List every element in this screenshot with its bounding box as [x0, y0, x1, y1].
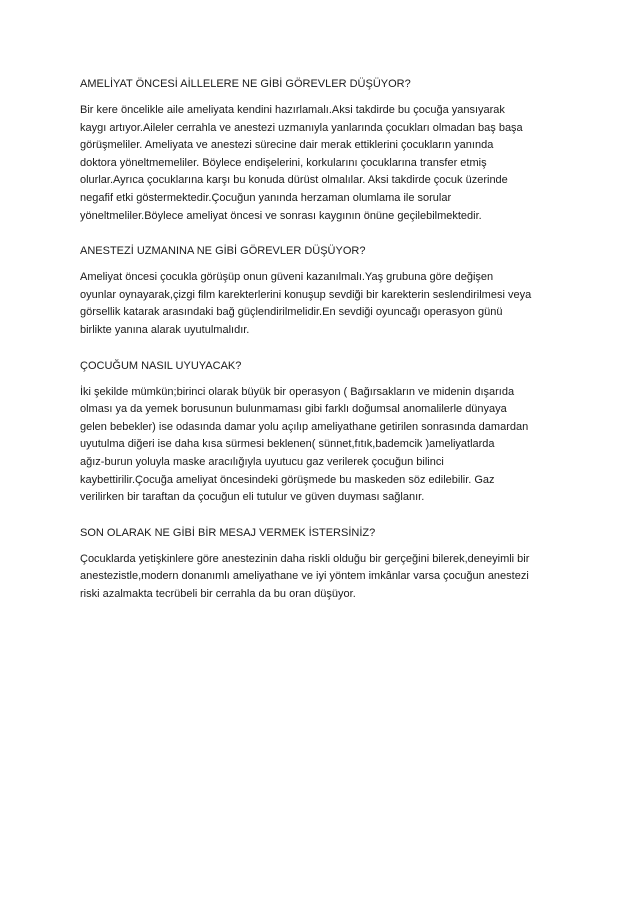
section-paragraph [80, 102, 570, 225]
text-line: görüşmeliler. Ameliyata ve anestezi sürecine dair merak ettiklerini çocukların yanında [80, 139, 494, 152]
section-paragraph [80, 551, 570, 604]
text-line: oyunlar oynayarak,çizgi film karekterlerini konuşup sevdiği bir karekterin seslendirilmesi veya [80, 288, 532, 301]
section-heading: ÇOCUĞUM NASIL UYUYACAK? [80, 359, 242, 372]
section-final-message [80, 525, 570, 604]
text-line: doktora yöneltmemeliler. Böylece endişelerini, korkularını çocuklarına transfer etmiş [80, 156, 487, 169]
section-paragraph [80, 269, 570, 339]
text-line: Bir kere öncelikle aile ameliyata kendini hazırlamalı.Aksi takdirde bu çocuğa yansıyarak [80, 104, 505, 116]
section-parents [80, 76, 570, 225]
text-line: olurlar.Ayrıca çocuklarına karşı bu konuda dürüst olmalılar. Aksi takdirde çocuk üzerinde [80, 174, 508, 187]
document-page [80, 76, 570, 621]
text-line: ağız-burun yoluyla maske aracılığıyla uyutucu gaz verilerek çocuğun bilinci [80, 455, 444, 468]
section-paragraph [80, 384, 570, 507]
text-line: görsellik katarak arasındaki bağ güçlendirilmelidir.En sevdiği oyuncağı operasyon günü [80, 306, 503, 319]
text-line: negafif etki göstermektedir.Çocuğun yanında herzaman olumlama ile sorular [80, 191, 452, 204]
text-line: birlikte yanına alarak uyutulmalıdır. [80, 323, 250, 336]
text-line: Ameliyat öncesi çocukla görüşüp onun güveni kazanılmalı.Yaş grubuna göre değişen [80, 271, 494, 284]
section-sleep [80, 358, 570, 507]
text-line: anestezistle,modern donanımlı ameliyathane ve iyi yöntem imkânlar varsa çocuğun anestezi [80, 570, 529, 583]
text-line: olması ya da yemek borusunun bulunmaması gibi farklı doğumsal anomalilerle dünyaya [80, 403, 507, 416]
text-line: verilirken bir taraftan da çocuğun eli tutulur ve güven duyması sağlanır. [80, 491, 425, 504]
text-line: riski azalmakta tecrübeli bir cerrahla da bu oran düşüyor. [80, 587, 356, 600]
text-line: Çocuklarda yetişkinlere göre anestezinin daha riskli olduğu bir gerçeğini bilerek,deneyimli bir [80, 552, 530, 565]
text-line: İki şekilde mümkün;birinci olarak büyük bir operasyon ( Bağırsakların ve midenin dışarıda [80, 385, 515, 398]
section-heading: ANESTEZİ UZMANINA NE GİBİ GÖREVLER DÜŞÜYOR? [80, 245, 366, 258]
text-line: uyutulma diğeri ise daha kısa sürmesi beklenen( sünnet,fıtık,bademcik )ameliyatlarda [80, 438, 495, 451]
section-heading: SON OLARAK NE GİBİ BİR MESAJ VERMEK İSTERSİNİZ? [80, 526, 376, 539]
text-line: kaygı artıyor.Aileler cerrahla ve anestezi uzmanıyla yanlarında çocukları olmadan baş başa [80, 121, 523, 134]
section-heading: AMELİYAT ÖNCESİ AİLLELERE NE GİBİ GÖREVLER DÜŞÜYOR? [80, 78, 411, 90]
text-line: yöneltmeliler.Böylece ameliyat öncesi ve sonrası kaygının önüne geçilebilmektedir. [80, 209, 482, 222]
section-anesthesiologist [80, 243, 570, 339]
text-line: gelen bebekler) ise odasında damar yolu açılıp ameliyathane getirilen sonrasında damardan [80, 420, 529, 433]
text-line: kaybettirilir.Çocuğa ameliyat öncesindeki görüşmede bu maskeden söz edilebilir. Gaz [80, 473, 495, 486]
